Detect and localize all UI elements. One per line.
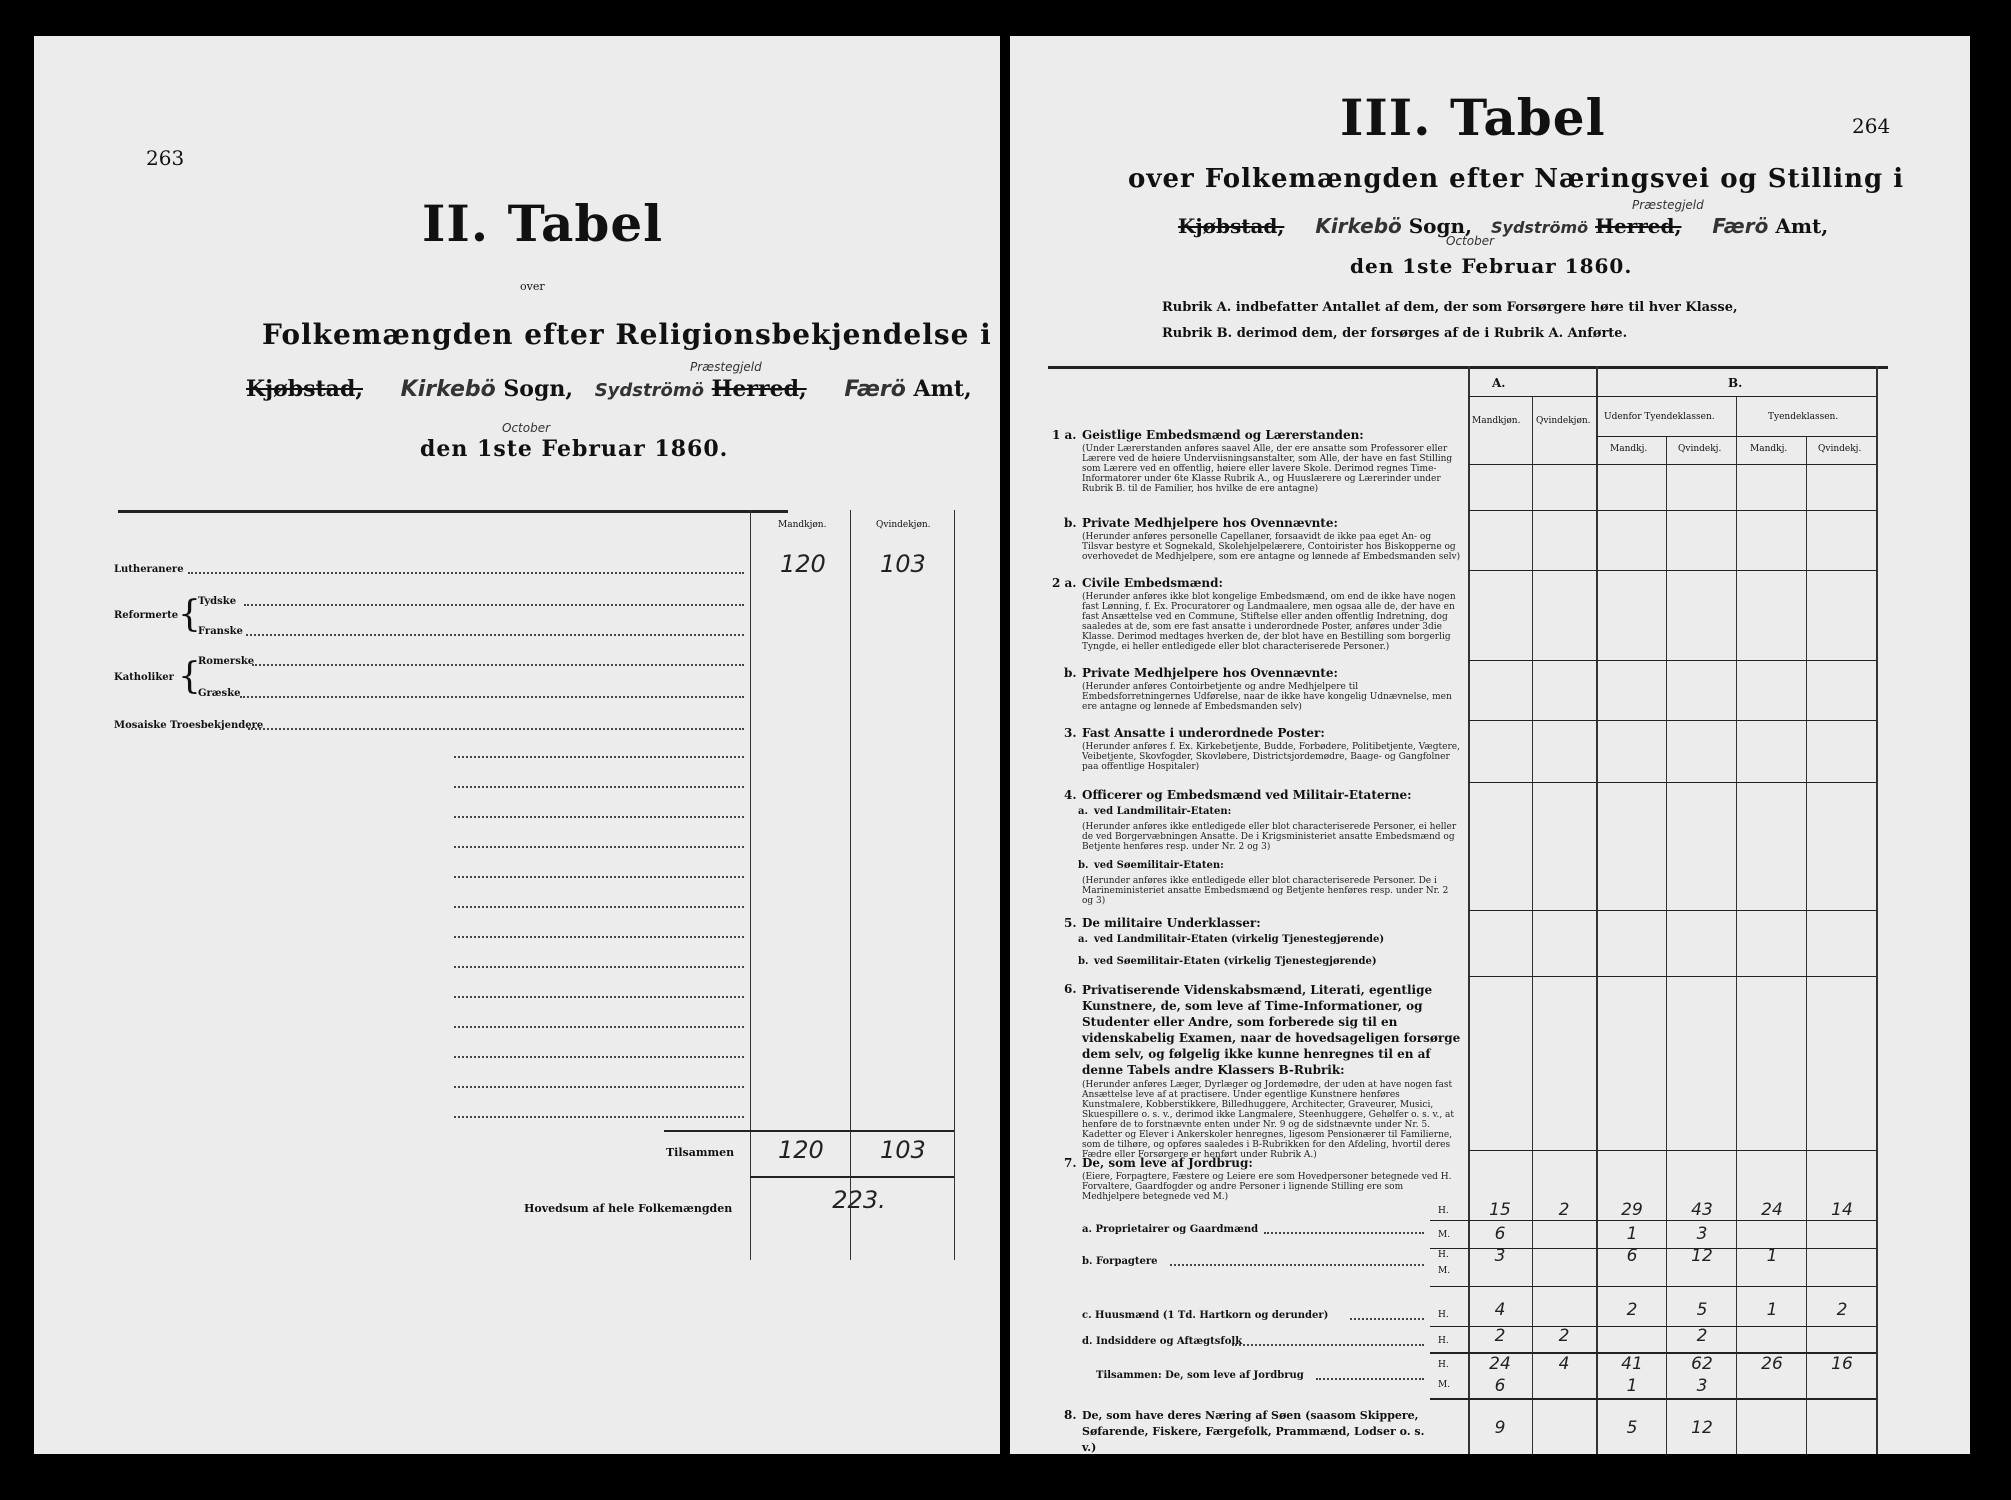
date-note: October bbox=[1446, 234, 1495, 248]
subsection-num: a. bbox=[1078, 934, 1088, 945]
leader-dots bbox=[454, 1116, 744, 1118]
section-title: Private Medhjelpere hos Ovennævnte: bbox=[1082, 516, 1338, 530]
h-label: H. bbox=[1438, 1336, 1449, 1346]
row-group-label: Reformerte bbox=[114, 610, 179, 621]
farm-cell: 29 bbox=[1621, 1200, 1643, 1220]
sogn-label: Sogn, bbox=[503, 376, 574, 402]
col-header-male: Mandkjøn. bbox=[778, 520, 827, 530]
section-title: Privatiserende Videnskabsmænd, Literati, egentlige Kunstnere, de, som leve af Time-Informationer, og Studenter eller Andre, som forberede sig til en videnskabelig Examen, naar de hovedsageligen forsørge dem selv, og følgelig ikke kunne henregnes til en af denne Tabels andre Klassers B-Rubrik: bbox=[1082, 983, 1461, 1077]
section-title: De, som have deres Næring af Søen (saasom Skippere, Søfarende, Fiskere, Færgefolk, Prammænd, Lodser o. s. v.) bbox=[1082, 1409, 1425, 1454]
leader-dots bbox=[454, 756, 744, 758]
leader-dots bbox=[1232, 1344, 1424, 1346]
h-label: H. bbox=[1438, 1360, 1449, 1370]
leader-dots bbox=[1316, 1378, 1424, 1380]
farm-cell: 14 bbox=[1831, 1200, 1853, 1220]
farm-total-cell: 4 bbox=[1558, 1354, 1570, 1374]
leader-dots bbox=[454, 936, 744, 938]
m-label: M. bbox=[1438, 1380, 1451, 1390]
grand-total-value: 223. bbox=[832, 1186, 886, 1214]
header-b-col: Mandkj. bbox=[1750, 444, 1788, 454]
farm-total-cell: 3 bbox=[1696, 1376, 1708, 1396]
h-label: H. bbox=[1438, 1206, 1449, 1216]
table-title: III. Tabel bbox=[1340, 88, 1606, 147]
h-label: H. bbox=[1438, 1310, 1449, 1320]
farm-total-cell: 6 bbox=[1494, 1376, 1506, 1396]
leader-dots bbox=[244, 604, 744, 606]
leader-dots bbox=[454, 996, 744, 998]
leader-dots bbox=[454, 1086, 744, 1088]
page-number: 263 bbox=[146, 146, 185, 170]
header-b-col: Mandkj. bbox=[1610, 444, 1648, 454]
section-title: Geistlige Embedsmænd og Lærerstanden: bbox=[1082, 428, 1364, 442]
total-label: Tilsammen bbox=[666, 1146, 735, 1159]
leader-dots bbox=[1170, 1264, 1424, 1266]
m-label: M. bbox=[1438, 1230, 1451, 1240]
table-title: II. Tabel bbox=[422, 194, 664, 253]
row-rule bbox=[1468, 782, 1876, 783]
section-desc: (Herunder anføres ikke entledigede eller blot characteriserede Personer. De i Marineministeriet ansatte Embedsmænd og Betjente henføres resp. under Nr. 2 og 3) bbox=[1082, 876, 1449, 906]
col-divider bbox=[1736, 396, 1737, 1454]
farm-cell: 1 bbox=[1626, 1224, 1638, 1244]
farm-cell: 2 bbox=[1558, 1200, 1570, 1220]
farm-total-cell: 1 bbox=[1626, 1376, 1638, 1396]
row-rule bbox=[1468, 720, 1876, 721]
farm-row-label: d. Indsiddere og Aftægtsfolk bbox=[1082, 1336, 1243, 1347]
farm-cell: 1 bbox=[1766, 1300, 1778, 1320]
header-b: B. bbox=[1728, 376, 1743, 390]
table-top-rule bbox=[118, 510, 788, 513]
col-header-female: Qvindekjøn. bbox=[876, 520, 931, 530]
section-desc: (Herunder anføres f. Ex. Kirkebetjente, Budde, Forbødere, Politibetjente, Vægtere, Veibetjente, Skovfogder, Skovløbere, Districtsjordemødre, Baage- og Gangfolner paa offentlige Hospitaler) bbox=[1082, 742, 1460, 772]
row-label: Mosaiske Troesbekjendere bbox=[114, 720, 264, 731]
farm-cell: 12 bbox=[1691, 1246, 1713, 1266]
row-label: Romerske bbox=[198, 656, 255, 667]
herred-note: Præstegjeld bbox=[690, 360, 762, 374]
header-a-female: Qvindekjøn. bbox=[1536, 416, 1591, 426]
leader-dots bbox=[454, 876, 744, 878]
row-rule bbox=[1430, 1220, 1876, 1221]
leader-dots bbox=[248, 728, 744, 730]
farm-total-cell: 24 bbox=[1489, 1354, 1511, 1374]
amt-label: Amt, bbox=[913, 376, 972, 402]
section-desc: (Herunder anføres ikke entledigede eller blot characteriserede Personer, ei heller de ved Borgervæbningen Ansatte. De i Krigsministeriet ansatte Embedsmænd og Betjente henføres resp. under Nr. 2 og 3) bbox=[1082, 822, 1457, 852]
place-line bbox=[1178, 214, 1828, 238]
farm-cell: 2 bbox=[1558, 1326, 1570, 1346]
farm-cell: 2 bbox=[1696, 1326, 1708, 1346]
header-b-col: Qvindekj. bbox=[1678, 444, 1722, 454]
leader-dots bbox=[252, 664, 744, 666]
table-subtitle: Folkemængden efter Religionsbekjendelse i bbox=[262, 318, 992, 351]
total-rule bbox=[664, 1130, 954, 1132]
date-line: den 1ste Februar 1860. bbox=[420, 436, 729, 462]
subsection-title: ved Landmilitair-Etaten (virkelig Tjenestegjørende) bbox=[1094, 934, 1385, 945]
farm-cell: 2 bbox=[1836, 1300, 1848, 1320]
farm-cell: 2 bbox=[1626, 1300, 1638, 1320]
section-num: b. bbox=[1064, 516, 1077, 530]
subsection-num: a. bbox=[1078, 806, 1088, 817]
farm-row-label: b. Forpagtere bbox=[1082, 1256, 1158, 1267]
header-rule bbox=[1468, 464, 1876, 465]
m-label: M. bbox=[1438, 1266, 1451, 1276]
row-rule bbox=[1430, 1398, 1876, 1400]
rubrik-a-note: Rubrik A. indbefatter Antallet af dem, der som Forsørgere høre til hver Klasse, bbox=[1162, 300, 1738, 315]
herred-note: Præstegjeld bbox=[1632, 198, 1704, 212]
over-label: over bbox=[520, 280, 545, 293]
page-number: 264 bbox=[1852, 114, 1891, 138]
section-num: 1 a. bbox=[1052, 428, 1077, 442]
leader-dots bbox=[454, 816, 744, 818]
farm-cell: 43 bbox=[1691, 1200, 1713, 1220]
kjobstad-label: Kjøbstad, bbox=[246, 376, 363, 402]
row-rule bbox=[1468, 510, 1876, 511]
leader-dots bbox=[1350, 1318, 1424, 1320]
section8-cell: 12 bbox=[1691, 1418, 1713, 1438]
col-divider bbox=[750, 510, 751, 1260]
section-desc: (Eiere, Forpagtere, Fæstere og Leiere ere som Hovedpersoner betegnede ved H. Forvaltere, Gaardfogder og andre Personer i lignende Stilling ere som Medhjelpere betegnede ved M.) bbox=[1082, 1172, 1452, 1202]
section-desc: (Herunder anføres personelle Capellaner, forsaavidt de ikke paa eget An- og Tilsvar bestyre et Sognekald, Skolehjelpelærere, Contoirister hos Biskopperne og overhovedet de Medhjelpere, som ere antagne og lønnede af Embedsmanden selv) bbox=[1082, 532, 1461, 562]
section-num: 2 a. bbox=[1052, 576, 1077, 590]
row-rule bbox=[1430, 1286, 1876, 1287]
farm-row-label: a. Proprietairer og Gaardmænd bbox=[1082, 1224, 1259, 1235]
row-rule bbox=[1468, 570, 1876, 571]
total-bottom-rule bbox=[750, 1176, 954, 1178]
date-note: October bbox=[502, 421, 551, 435]
right-page bbox=[1010, 36, 1970, 1454]
herred-label: Herred, bbox=[711, 376, 807, 402]
grand-total-label: Hovedsum af hele Folkemængden bbox=[524, 1202, 733, 1215]
section-num: b. bbox=[1064, 666, 1077, 680]
col-divider bbox=[954, 510, 955, 1260]
subsection-title: ved Landmilitair-Etaten: bbox=[1094, 806, 1232, 817]
row-rule bbox=[1468, 1150, 1876, 1151]
header-rule bbox=[1468, 396, 1876, 397]
subsection-title: ved Søemilitair-Etaten: bbox=[1094, 860, 1224, 871]
farm-cell: 24 bbox=[1761, 1200, 1783, 1220]
sogn-name: Kirkebö bbox=[400, 377, 496, 402]
row-rule bbox=[1468, 976, 1876, 977]
leader-dots bbox=[1264, 1232, 1424, 1234]
header-a-male: Mandkjøn. bbox=[1472, 416, 1521, 426]
section-num: 4. bbox=[1064, 788, 1077, 802]
row-label: Lutheranere bbox=[114, 564, 184, 575]
col-divider bbox=[1806, 436, 1807, 1454]
section-desc: (Herunder anføres Contoirbetjente og andre Medhjelpere til Embedsforretningernes Udførelse, naar de ikke have kongelig Udnævnelse, men ere antagne og lønnede af Embedsmanden selv) bbox=[1082, 682, 1452, 712]
herred-name: Sydströmö bbox=[594, 380, 704, 401]
subsection-num: b. bbox=[1078, 860, 1089, 871]
farm-cell: 15 bbox=[1489, 1200, 1511, 1220]
section-title: Officerer og Embedsmænd ved Militair-Etaterne: bbox=[1082, 788, 1412, 802]
leader-dots bbox=[454, 966, 744, 968]
section-title: Fast Ansatte i underordnede Poster: bbox=[1082, 726, 1325, 740]
leader-dots bbox=[454, 786, 744, 788]
leader-dots bbox=[454, 846, 744, 848]
herred-name: Sydströmö bbox=[1490, 218, 1589, 237]
leader-dots bbox=[454, 1056, 744, 1058]
leader-dots bbox=[246, 634, 744, 636]
brace: { bbox=[178, 594, 201, 635]
row-label: Franske bbox=[198, 626, 243, 637]
section-desc: (Herunder anføres ikke blot kongelige Embedsmænd, om end de ikke have nogen fast Lønning, f. Ex. Procuratorer og Landmaalere, men ogsaa alle de, der have en fast Ansættelse ved en Commune, Stiftelse eller anden offentlig Indretning, dog saaledes at de, som ere fast ansatte i underordnede Poster, anføres under 3die Klasse. Derimod medtages hverken de, der blot have en Bestilling som borgerlig Tyngde, ei heller entledigede eller blot characteriserede Personer.) bbox=[1082, 592, 1456, 652]
cell-female: 103 bbox=[880, 550, 926, 578]
row-rule bbox=[1468, 660, 1876, 661]
leader-dots bbox=[188, 572, 744, 574]
total-female: 103 bbox=[880, 1136, 926, 1164]
section-num: 3. bbox=[1064, 726, 1077, 740]
section-num: 7. bbox=[1064, 1156, 1077, 1170]
kjobstad-label: Kjøbstad, bbox=[1178, 214, 1285, 238]
herred-label: Herred, bbox=[1595, 214, 1682, 238]
brace: { bbox=[178, 656, 201, 697]
farm-total-label: Tilsammen: De, som leve af Jordbrug bbox=[1096, 1370, 1304, 1381]
col-divider bbox=[850, 510, 851, 1260]
table-subtitle: over Folkemængden efter Næringsvei og Stilling i bbox=[1128, 164, 1905, 194]
rubrik-b-note: Rubrik B. derimod dem, der forsørges af de i Rubrik A. Anførte. bbox=[1162, 326, 1628, 341]
farm-total-cell: 62 bbox=[1691, 1354, 1713, 1374]
place-line bbox=[246, 376, 972, 402]
farm-cell: 2 bbox=[1494, 1326, 1506, 1346]
farm-cell: 3 bbox=[1696, 1224, 1708, 1244]
section-title: Private Medhjelpere hos Ovennævnte: bbox=[1082, 666, 1338, 680]
amt-name: Færö bbox=[844, 377, 906, 402]
h-label: H. bbox=[1438, 1250, 1449, 1260]
cell-male: 120 bbox=[780, 550, 826, 578]
farm-total-cell: 41 bbox=[1621, 1354, 1643, 1374]
header-b-group-1: Udenfor Tyendeklassen. bbox=[1604, 412, 1715, 422]
header-b-group-2: Tyendeklassen. bbox=[1768, 412, 1839, 422]
section-title: Civile Embedsmænd: bbox=[1082, 576, 1223, 590]
header-rule bbox=[1596, 436, 1876, 437]
amt-label: Amt, bbox=[1775, 214, 1829, 238]
row-group-label: Katholiker bbox=[114, 672, 174, 683]
leader-dots bbox=[454, 1026, 744, 1028]
row-label: Tydske bbox=[198, 596, 237, 607]
farm-cell: 5 bbox=[1696, 1300, 1708, 1320]
left-page bbox=[34, 36, 1000, 1454]
section-num: 5. bbox=[1064, 916, 1077, 930]
col-divider bbox=[1666, 436, 1667, 1454]
farm-cell: 1 bbox=[1766, 1246, 1778, 1266]
row-rule bbox=[1468, 910, 1876, 911]
section-title: De, som leve af Jordbrug: bbox=[1082, 1156, 1253, 1170]
amt-name: Færö bbox=[1712, 214, 1769, 238]
farm-cell: 4 bbox=[1494, 1300, 1506, 1320]
section8-cell: 9 bbox=[1494, 1418, 1506, 1438]
farm-cell: 3 bbox=[1494, 1246, 1506, 1266]
section-desc: (Herunder anføres Læger, Dyrlæger og Jordemødre, der uden at have nogen fast Ansættelse leve af at practisere. Under egentlige Kunstnere henføres Kunstmalere, Kobberstikkere, Billedhuggere, Architecter, Graveurer, Musici, Skuespillere o. s. v., derimod ikke Langmalere, Steenhuggere, Gehølfer o. s. v., at henføre de to forstnævnte enten under Nr. 9 og de sidstnævnte under Nr. 5. Kadetter og Elever i Ankerskoler henregnes, ligesom Pensionærer til Familierne, som de tilhøre, og opføres saaledes i B-Rubrikken for den Afdeling, hvortil deres Fædre eller Forsørgere er henført under Rubrik A.) bbox=[1082, 1080, 1455, 1160]
subsection-num: b. bbox=[1078, 956, 1089, 967]
section-num: 6. bbox=[1064, 982, 1077, 996]
farm-cell: 6 bbox=[1494, 1224, 1506, 1244]
sogn-name: Kirkebö bbox=[1315, 214, 1402, 238]
farm-row-label: c. Huusmænd (1 Td. Hartkorn og derunder) bbox=[1082, 1310, 1329, 1321]
section-title: De militaire Underklasser: bbox=[1082, 916, 1261, 930]
leader-dots bbox=[454, 906, 744, 908]
section-desc: (Under Lærerstanden anføres saavel Alle, der ere ansatte som Professorer eller Lærere ved de høiere Underviisningsanstalter, som Alle, der have en fast Stilling som Lærere ved en offentlig, høiere eller lavere Skole. Derimod regnes Time-Informatorer under 6te Klasse Rubrik A., og Huuslærere og Lærerinder under Rubrik B. til de Familier, hos hvilke de ere antagne) bbox=[1082, 444, 1453, 494]
date-line: den 1ste Februar 1860. bbox=[1350, 254, 1633, 278]
section8-cell: 5 bbox=[1626, 1418, 1638, 1438]
header-b-col: Qvindekj. bbox=[1818, 444, 1862, 454]
farm-total-cell: 16 bbox=[1831, 1354, 1853, 1374]
farm-total-cell: 26 bbox=[1761, 1354, 1783, 1374]
col-divider bbox=[1876, 366, 1878, 1454]
total-male: 120 bbox=[778, 1136, 824, 1164]
sogn-label: Sogn, bbox=[1408, 214, 1473, 238]
row-label: Græske bbox=[198, 688, 241, 699]
col-divider bbox=[1532, 396, 1533, 1454]
leader-dots bbox=[240, 696, 744, 698]
header-a: A. bbox=[1492, 376, 1506, 390]
section-num: 8. bbox=[1064, 1408, 1077, 1422]
subsection-title: ved Søemilitair-Etaten (virkelig Tjenestegjørende) bbox=[1094, 956, 1377, 967]
farm-cell: 6 bbox=[1626, 1246, 1638, 1266]
